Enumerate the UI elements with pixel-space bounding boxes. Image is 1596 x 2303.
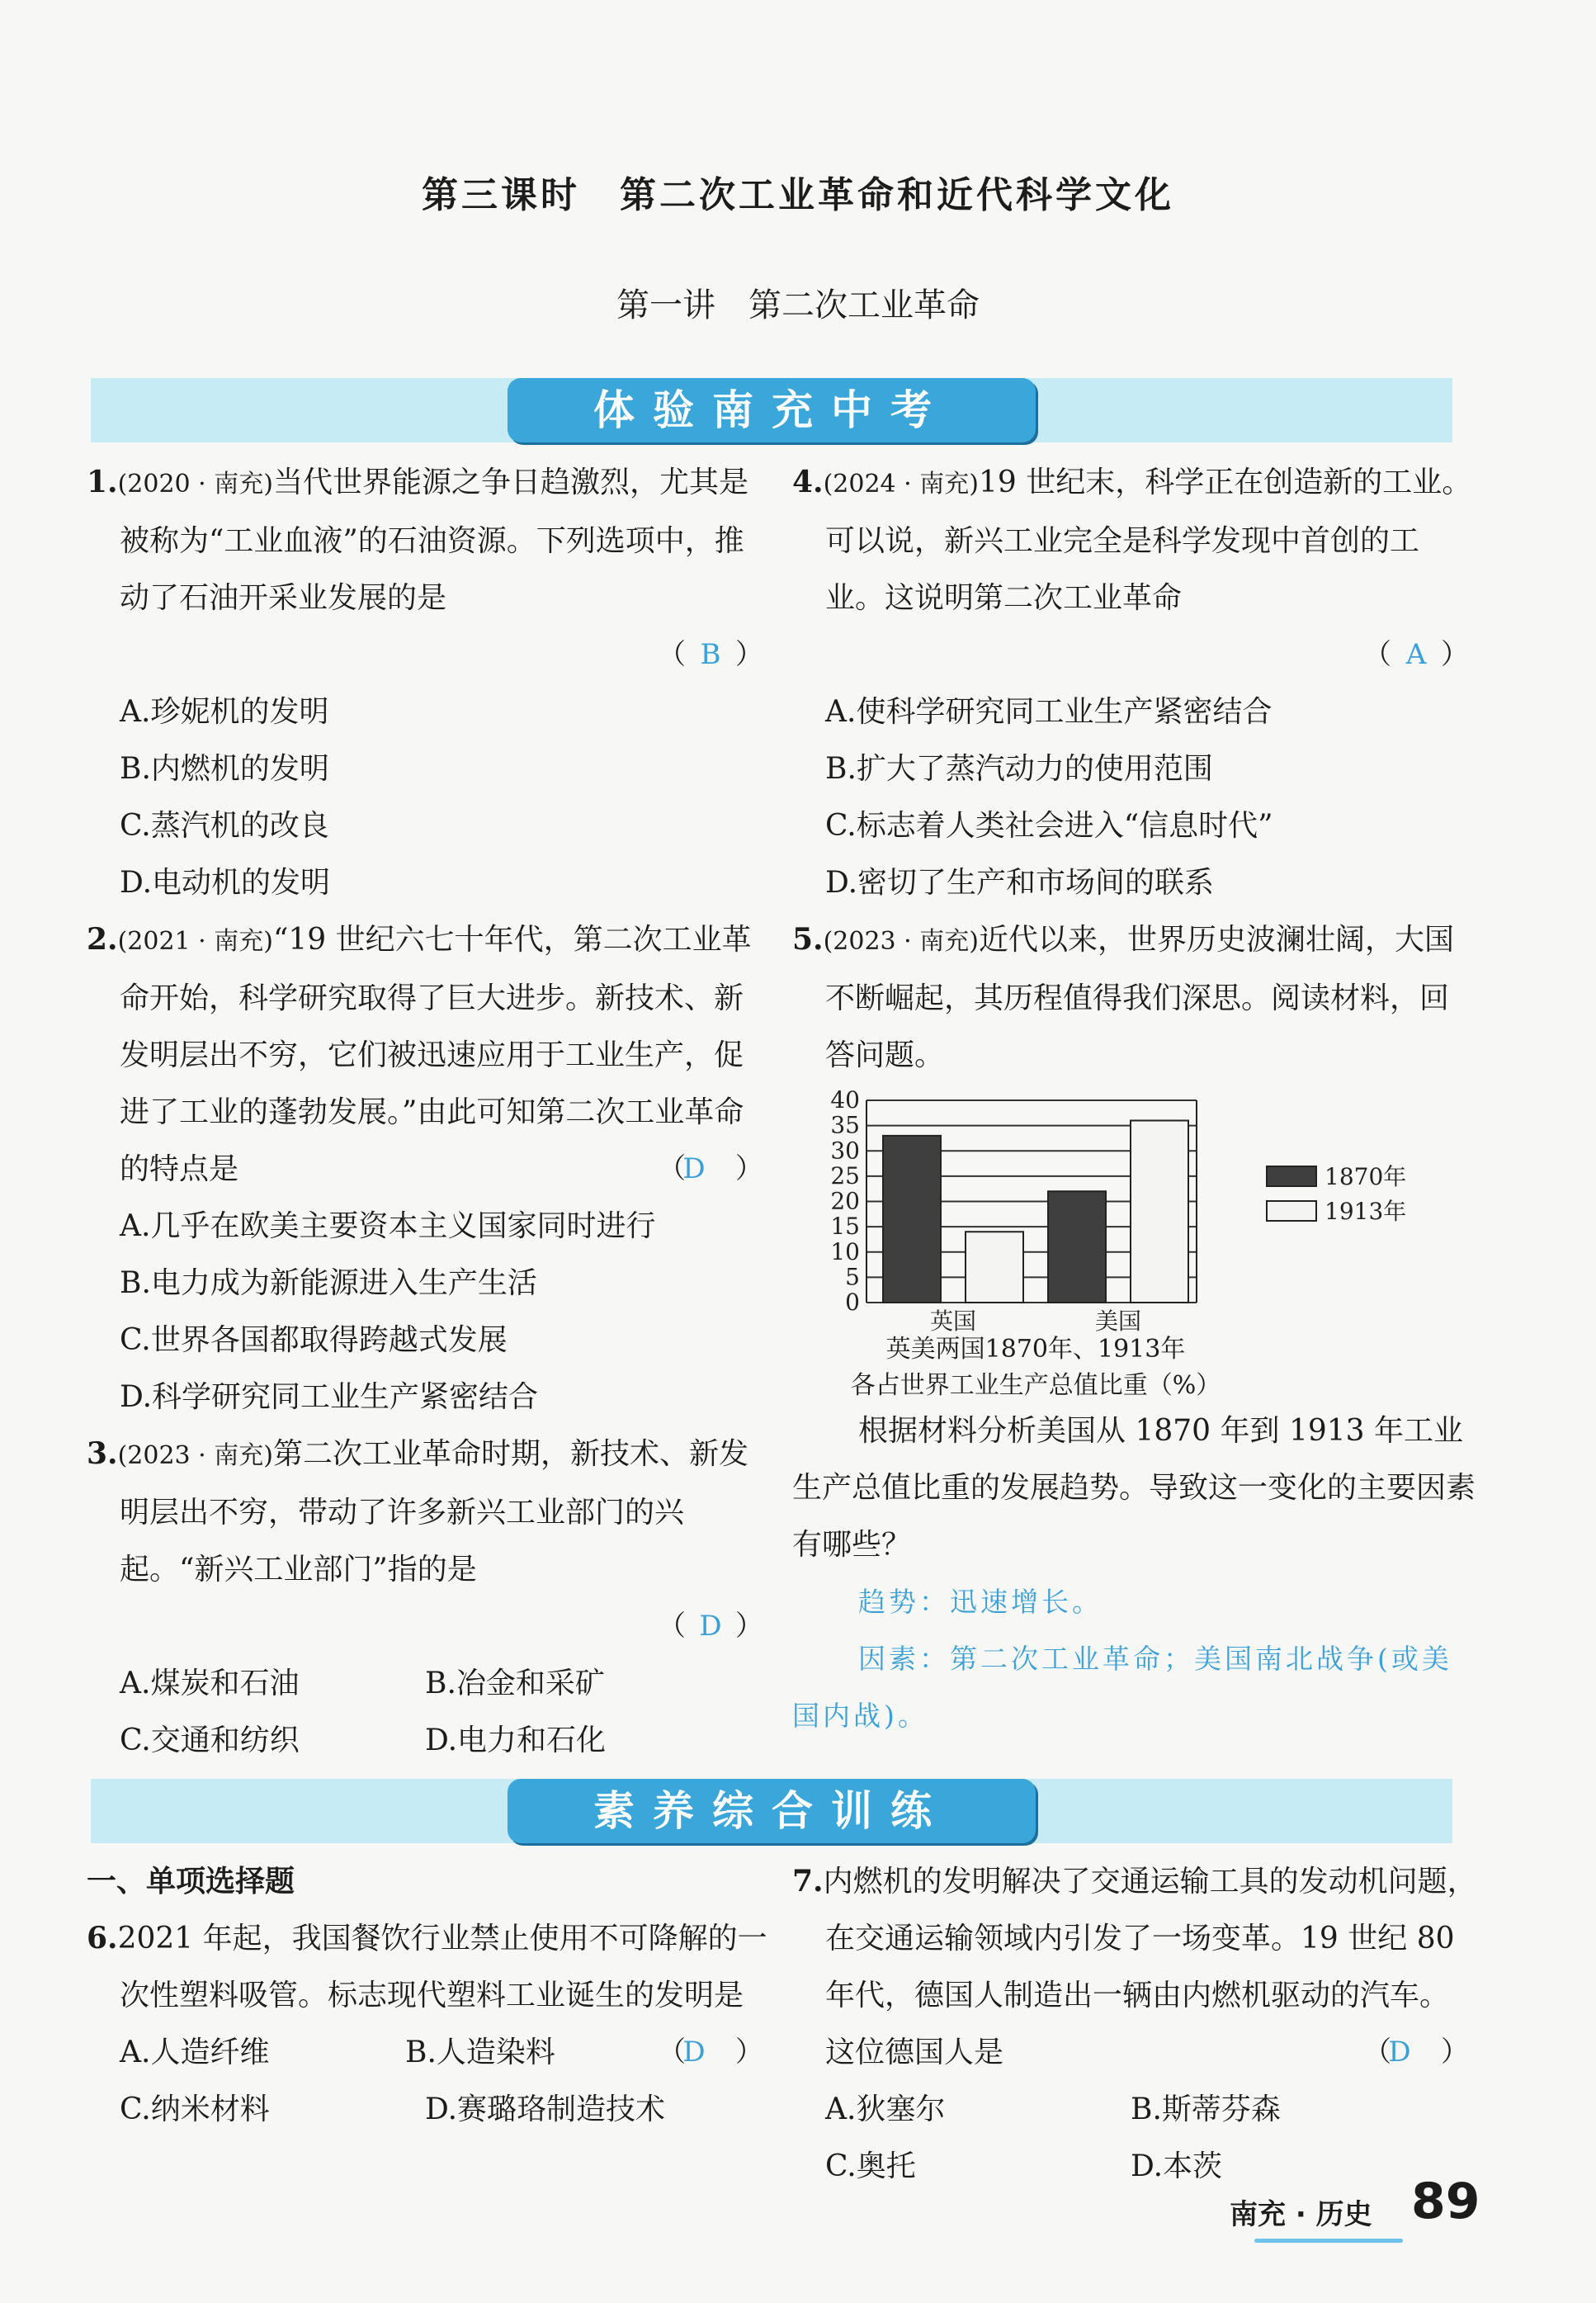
- option-row: [792, 2138, 1477, 2195]
- answer-bracket: （ B ）: [87, 627, 772, 683]
- option-d: D.密切了生产和市场间的联系: [825, 866, 1215, 900]
- answer-trend: 趋势：迅速增长。: [858, 1586, 1103, 1618]
- option-c: C.奥托: [825, 2149, 916, 2183]
- answer-factor: 因素：第二次工业革命；美国南北战争(或美国内战)。: [792, 1643, 1452, 1732]
- answer-mark: A: [1405, 638, 1427, 671]
- banner-label: 素养综合训练: [508, 1779, 1036, 1843]
- question-text: 2021 年起，我国餐饮行业禁止使用不可降解的一次性塑料吸管。标志现代塑料工业诞生的发明是: [117, 1922, 767, 2012]
- question-prompt: 根据材料分析美国从 1870 年到 1913 年工业生产总值比重的发展趋势。导致这一变化的主要因素有哪些？: [792, 1414, 1476, 1562]
- option-row: [87, 1655, 772, 1712]
- answer-bracket: （ A ）: [792, 627, 1477, 683]
- option-c: C.交通和纺织: [120, 1724, 300, 1757]
- question-3: [87, 1426, 772, 1769]
- option-b: B.扩大了蒸汽动力的使用范围: [825, 752, 1213, 786]
- option-b: B.冶金和采矿: [425, 1667, 605, 1700]
- option-c: C.标志着人类社会进入“信息时代”: [825, 809, 1273, 843]
- legend-label: 1913年: [1324, 1198, 1407, 1225]
- answer-mark: B: [700, 638, 721, 671]
- question-number: 7.: [792, 1864, 824, 1899]
- answer-bracket: （D ）: [1396, 2024, 1477, 2081]
- question-text: 近代以来，世界历史波澜壮阔，大国不断崛起，其历程值得我们深思。阅读材料，回答问题。: [825, 923, 1454, 1072]
- option-row: [792, 2081, 1477, 2138]
- legend-swatch: [1267, 1201, 1316, 1221]
- option-b: B.内燃机的发明: [120, 752, 329, 786]
- question-6: [87, 1910, 772, 2138]
- banner-label: 体验南充中考: [508, 378, 1036, 442]
- bar-1870年-英国: [883, 1136, 941, 1303]
- question-number: 5.: [792, 922, 824, 957]
- bar-chart: [792, 1084, 1477, 1400]
- option-d: D.电力和石化: [425, 1724, 607, 1757]
- right-column-lower: [792, 1853, 1477, 2195]
- y-tick-label: 10: [830, 1237, 860, 1265]
- option-a: A.珍妮机的发明: [120, 695, 329, 729]
- y-tick-label: 25: [830, 1161, 860, 1189]
- y-tick-label: 20: [830, 1187, 860, 1215]
- option-row: [87, 2024, 691, 2081]
- option-b: B.电力成为新能源进入生产生活: [120, 1266, 537, 1300]
- question-source: (2024 · 南充): [823, 470, 979, 499]
- bar-1913年-美国: [1131, 1121, 1188, 1303]
- left-column-upper: [87, 454, 772, 1769]
- question-text: 内燃机的发明解决了交通运输工具的发动机问题，在交通运输领域内引发了一场变革。19 世纪 80 年代，德国人制造出一辆由内燃机驱动的汽车。这位德国人是: [823, 1865, 1477, 2069]
- bar-1913年-英国: [966, 1232, 1023, 1303]
- question-source: (2021 · 南充): [117, 927, 273, 956]
- option-row: [87, 1712, 772, 1769]
- question-source: (2023 · 南充): [117, 1441, 273, 1470]
- option-b: B.斯蒂芬森: [1131, 2093, 1281, 2126]
- question-number: 2.: [87, 922, 118, 957]
- answer-mark: D: [682, 2036, 706, 2069]
- question-1: [87, 454, 772, 911]
- question-text: “19 世纪六七十年代，第二次工业革命开始，科学研究取得了巨大进步。新技术、新发明层出不穷，它们被迅速应用于工业生产，促进了工业的蓬勃发展。”由此可知第二次工业革命的特点是: [120, 923, 752, 1186]
- section-banner-exam: [91, 378, 1452, 442]
- option-d: D.科学研究同工业生产紧密结合: [120, 1380, 539, 1414]
- question-number: 6.: [87, 1921, 118, 1955]
- option-c: C.世界各国都取得跨越式发展: [120, 1323, 508, 1357]
- page-number: 89: [1411, 2173, 1480, 2230]
- question-number: 1.: [87, 465, 118, 499]
- option-row: [87, 2081, 772, 2138]
- left-column-lower: [87, 1853, 772, 2138]
- option-a: A.煤炭和石油: [120, 1667, 300, 1700]
- question-text: 19 世纪末，科学正在创造新的工业。可以说，新兴工业完全是科学发现中首创的工业。这说明第二次工业革命: [825, 466, 1472, 615]
- answer-mark: D: [699, 1610, 722, 1643]
- bar-chart-svg: [792, 1084, 1477, 1331]
- option-a: A.几乎在欧美主要资本主义国家同时进行: [120, 1209, 656, 1243]
- question-4: [792, 454, 1477, 911]
- answer-mark: D: [682, 1152, 706, 1185]
- legend-label: 1870年: [1324, 1163, 1407, 1190]
- y-tick-label: 35: [830, 1111, 860, 1139]
- answer-mark: D: [1388, 2036, 1411, 2069]
- question-source: (2020 · 南充): [117, 470, 273, 499]
- question-2: [87, 911, 772, 1426]
- question-number: 4.: [792, 465, 824, 499]
- option-d: D.电动机的发明: [120, 866, 331, 900]
- option-a: A.狄塞尔: [825, 2093, 946, 2126]
- option-c: C.纳米材料: [120, 2093, 270, 2126]
- section-banner-training: [91, 1779, 1452, 1843]
- legend-swatch: [1267, 1166, 1316, 1186]
- right-column-upper: [792, 454, 1477, 1744]
- option-d: D.本茨: [1131, 2149, 1223, 2183]
- y-tick-label: 0: [845, 1289, 860, 1316]
- lesson-title: 第三课时 第二次工业革命和近代科学文化: [422, 174, 1174, 216]
- answer-bracket: （ D ）: [87, 1598, 772, 1655]
- question-7: [792, 1853, 1477, 2195]
- answer-bracket: （D ）: [691, 2024, 772, 2081]
- option-a: A.使科学研究同工业生产紧密结合: [825, 695, 1273, 729]
- chart-caption-line1: 英美两国1870年、1913年: [885, 1335, 1186, 1364]
- y-tick-label: 40: [830, 1086, 860, 1114]
- question-source: (2023 · 南充): [823, 927, 979, 956]
- section-heading: 一、单项选择题: [87, 1865, 295, 1899]
- option-a: A.人造纤维: [120, 2036, 270, 2069]
- question-text: 当代世界能源之争日趋激烈，尤其是被称为“工业血液”的石油资源。下列选项中，推动了石油开采业发展的是: [120, 466, 748, 615]
- question-5: [792, 911, 1477, 1744]
- y-tick-label: 5: [845, 1263, 860, 1291]
- x-tick-label: 英国: [929, 1308, 977, 1331]
- x-tick-label: 美国: [1094, 1308, 1142, 1331]
- lecture-subtitle: 第一讲 第二次工业革命: [616, 286, 980, 324]
- y-tick-label: 15: [830, 1213, 860, 1241]
- answer-bracket: （D ）: [691, 1141, 772, 1198]
- footer-brand: 南充 · 历史: [1230, 2198, 1372, 2231]
- option-d: D.赛璐珞制造技术: [425, 2093, 666, 2126]
- y-tick-label: 30: [830, 1137, 860, 1165]
- option-c: C.蒸汽机的改良: [120, 809, 329, 843]
- question-number: 3.: [87, 1436, 118, 1471]
- footer-underline: [1254, 2239, 1403, 2243]
- bar-1870年-美国: [1048, 1191, 1106, 1303]
- question-text: 第二次工业革命时期，新技术、新发明层出不穷，带动了许多新兴工业部门的兴起。“新兴工业部门”指的是: [120, 1437, 748, 1587]
- chart-caption-line2: 各占世界工业生产总值比重（%）: [850, 1371, 1221, 1400]
- option-b: B.人造染料: [405, 2036, 555, 2069]
